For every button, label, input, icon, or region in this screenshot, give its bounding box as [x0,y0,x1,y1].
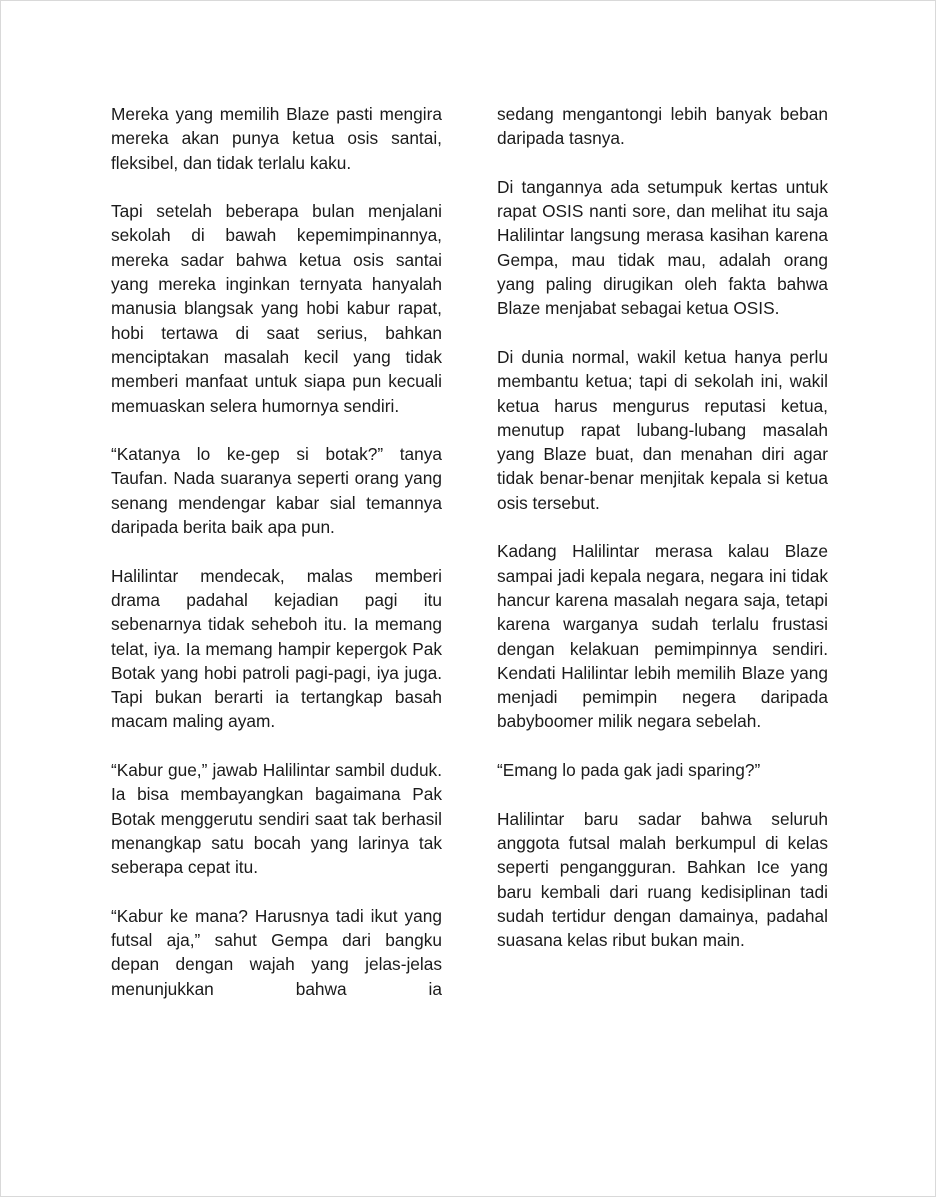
paragraph: “Kabur ke mana? Harusnya tadi ikut yang futsal aja,” sahut Gempa dari bangku depan dengan wajah yang jelas-jelas menunjukkan bahwa ia [111,905,442,999]
paragraph: “Kabur gue,” jawab Halilintar sambil duduk. Ia bisa membayangkan bagaimana Pak Botak menggerutu sendiri saat tak berhasil menangkap satu bocah yang larinya tak seberapa cepat itu. [111,760,442,878]
paragraph: Di tangannya ada setumpuk kertas untuk rapat OSIS nanti sore, dan melihat itu saja Halilintar langsung merasa kasihan karena Gempa, mau tidak mau, adalah orang yang paling dirugikan oleh fakta bahwa Blaze menjabat sebagai ketua OSIS. [497,176,828,319]
paragraph: Kadang Halilintar merasa kalau Blaze sampai jadi kepala negara, negara ini tidak hancur karena masalah negara saja, tetapi karena warganya sudah terlalu frustasi dengan kelakuan pemimpinnya sendiri. Kendati Halilintar lebih memilih Blaze yang menjadi pemimpin negera daripada babyboomer milik negara sebelah. [497,541,828,732]
paragraph: Halilintar baru sadar bahwa seluruh anggota futsal malah berkumpul di kelas seperti pengangguran. Bahkan Ice yang baru kembali dari ruang kedisiplinan tadi sudah tertidur dengan damainya, padahal suasana kelas ribut bukan main. [497,808,828,951]
paragraph: Mereka yang memilih Blaze pasti mengira mereka akan punya ketua osis santai, fleksibel, dan tidak terlalu kaku. [111,104,442,173]
right-column [497,102,828,952]
paragraph: “Katanya lo ke-gep si botak?” tanya Taufan. Nada suaranya seperti orang yang senang mendengar kabar sial temannya daripada berita baik apa pun. [111,444,442,538]
paragraph: “Emang lo pada gak jadi sparing?” [497,760,761,781]
paragraph: Di dunia normal, wakil ketua hanya perlu membantu ketua; tapi di sekolah ini, wakil ketua harus mengurus reputasi ketua, menutup rapat lubang-lubang masalah yang Blaze buat, dan menahan diri agar tidak benar-benar menjitak kepala si ketua osis tersebut. [497,346,828,513]
paragraph: sedang mengantongi lebih banyak beban daripada tasnya. [497,104,828,149]
paragraph: Tapi setelah beberapa bulan menjalani sekolah di bawah kepemimpinannya, mereka sadar bahwa ketua osis santai yang mereka inginkan ternyata hanyalah manusia blangsak yang hobi kabur rapat, hobi tertawa di saat serius, bahkan menciptakan masalah kecil yang tidak memberi manfaat untuk siapa pun kecuali memuaskan selera humornya sendiri. [111,201,442,416]
left-column [111,102,442,1001]
paragraph: Halilintar mendecak, malas memberi drama padahal kejadian pagi itu sebenarnya tidak seheboh itu. Ia memang telat, iya. Ia memang hampir kepergok Pak Botak yang hobi patroli pagi-pagi, iya juga. Tapi bukan berarti ia tertangkap basah macam maling ayam. [111,565,442,732]
